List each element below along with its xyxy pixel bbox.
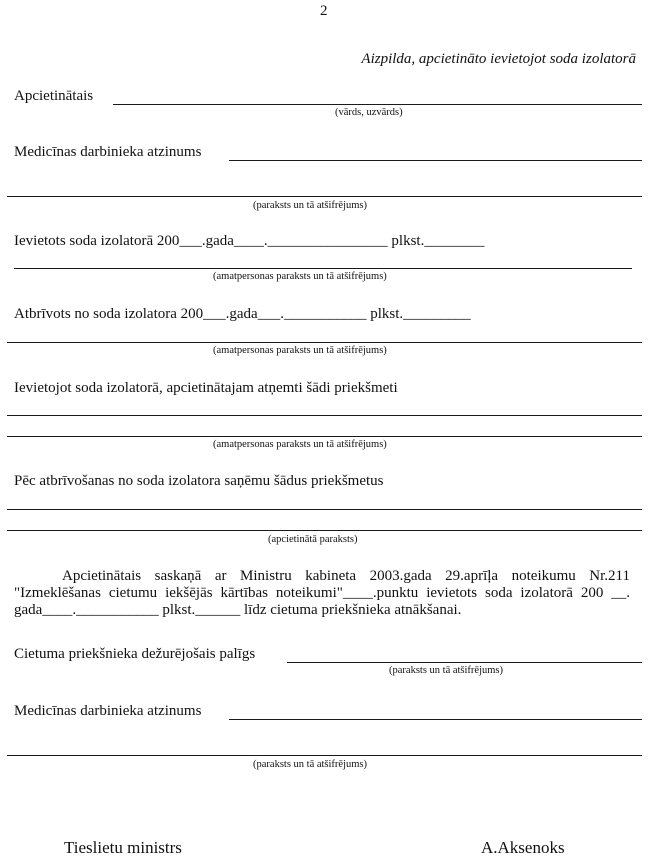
detainee-line[interactable] — [113, 104, 642, 105]
regulation-paragraph — [14, 568, 630, 619]
items-taken-line-1[interactable] — [7, 415, 642, 416]
items-received-line-1[interactable] — [7, 509, 642, 510]
minister-title: Tieslietu ministrs — [64, 838, 182, 857]
items-taken-line-2[interactable] — [7, 436, 642, 437]
medical-opinion-label-2: Medicīnas darbinieka atzinums — [14, 703, 202, 719]
detainee-label: Apcietinātais — [14, 88, 94, 104]
items-received-label: Pēc atbrīvošanas no soda izolatora saņēmu šādus priekšmetus — [14, 473, 384, 489]
medical-signature-caption: (paraksts un tā atšifrējums) — [253, 200, 368, 211]
placed-date-field[interactable]: Ievietots soda izolatorā 200___.gada____.________________ plkst.________ — [14, 233, 485, 249]
medical-opinion-line[interactable] — [229, 160, 642, 161]
placed-official-line[interactable] — [14, 268, 632, 269]
released-official-line[interactable] — [7, 342, 642, 343]
items-received-line-2[interactable] — [7, 530, 642, 531]
deputy-label: Cietuma priekšnieka dežurējošais palīgs — [14, 646, 256, 662]
medical-signature-line-2[interactable] — [7, 755, 642, 756]
medical-opinion-line-2[interactable] — [229, 719, 642, 720]
deputy-line[interactable] — [287, 662, 642, 663]
form-note: Aizpilda, apcietināto ievietojot soda izolatorā — [361, 51, 636, 67]
detainee-caption: (vārds, uzvārds) — [335, 107, 403, 118]
placed-official-caption: (amatpersonas paraksts un tā atšifrējums) — [213, 271, 387, 282]
medical-signature-caption-2: (paraksts un tā atšifrējums) — [253, 759, 368, 770]
page-number: 2 — [320, 3, 328, 19]
items-received-caption: (apcietinātā paraksts) — [268, 534, 358, 545]
items-taken-caption: (amatpersonas paraksts un tā atšifrējums) — [213, 439, 387, 450]
released-official-caption: (amatpersonas paraksts un tā atšifrējums) — [213, 345, 387, 356]
medical-signature-line[interactable] — [7, 196, 642, 197]
regulation-paragraph-text: Apcietinātais saskaņā ar Ministru kabineta 2003.gada 29.aprīļa noteikumu Nr.211 "Izmeklēšanas cietumu iekšējās kārtības noteikumi"____.punktu ievietots soda izolatorā 200 __. gada____.___________ plkst.______ līdz cietuma priekšnieka atnākšanai. — [14, 568, 630, 618]
items-taken-label: Ievietojot soda izolatorā, apcietinātajam atņemti šādi priekšmeti — [14, 380, 398, 396]
released-date-field[interactable]: Atbrīvots no soda izolatora 200___.gada___.___________ plkst._________ — [14, 306, 471, 322]
medical-opinion-label: Medicīnas darbinieka atzinums — [14, 144, 202, 160]
deputy-caption: (paraksts un tā atšifrējums) — [389, 665, 504, 676]
minister-name: A.Aksenoks — [481, 838, 565, 857]
